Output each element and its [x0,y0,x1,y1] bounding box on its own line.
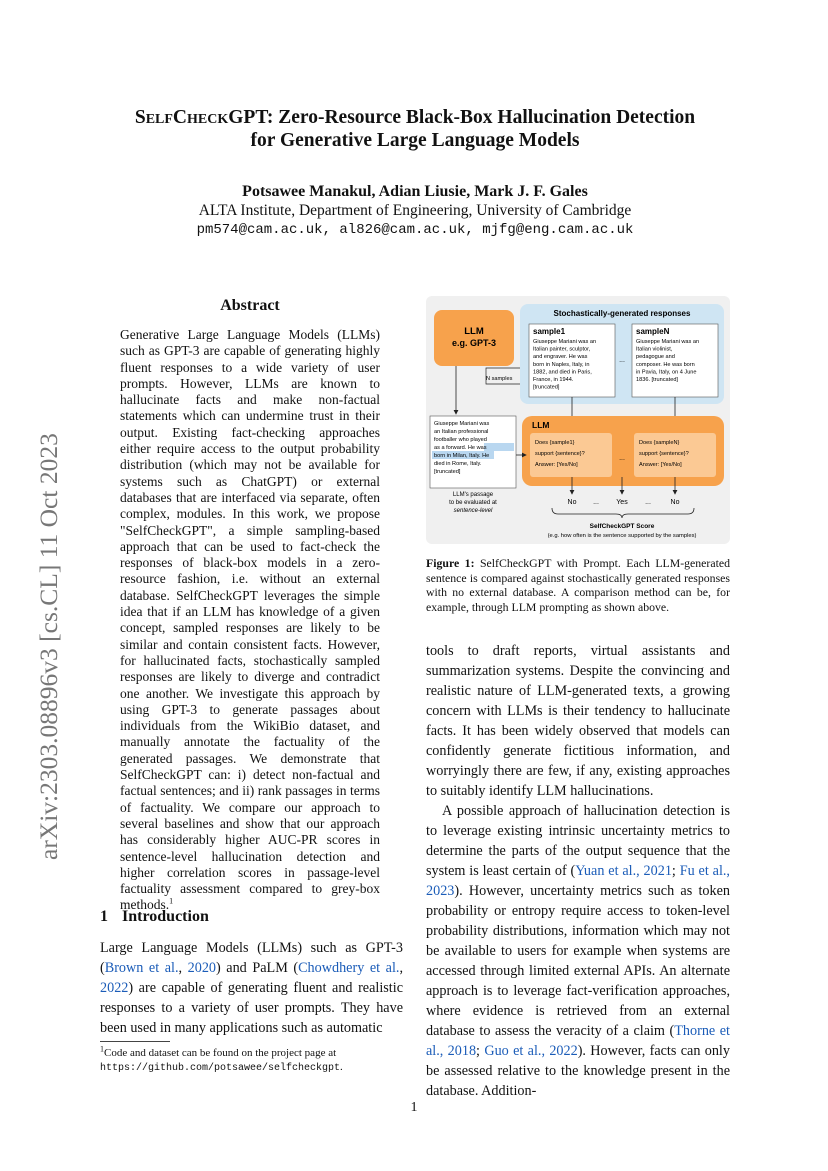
right-column-body [426,641,730,1101]
s1text-line: and engraver. He was [533,354,588,361]
para2-text: ). However, uncertainty metrics such as token probability or entropy require access to token-level probability distributions, information which may not be available to users for example when systems are accessed through limited external APIs. An alternate approach is to leverage fact-verification approaches, where evidence is retrieved from an external database to assess the veracity of a claim ( [426,883,730,1039]
affiliation: ALTA Institute, Department of Engineering, University of Cambridge [198,202,632,219]
score-subtitle: (e.g. how often is the sentence supported by the samples) [547,533,697,539]
para2-text: ). However, facts can only be assessed relative to the knowledge present in the database. Addition- [426,1043,730,1099]
qNtext-line: Does {sampleN} [639,440,680,446]
s1text-line: [truncated] [533,384,560,391]
answer-label: No [567,499,577,506]
caption-text: SelfCheckGPT with Prompt. Each LLM-generated sentence is compared against stochastically generated responses with no external database. A comparison method can be, for example, through LLM prompting as shown above. [426,556,730,614]
footnote-mark: 1 [169,896,174,906]
passagetext-line: died in Rome, Italy. [434,461,482,467]
sample1-title: sample1 [533,327,566,336]
paragraph-1: tools to draft reports, virtual assistants and summarization systems. Despite the convincing and realistic nature of LLM-generated texts, a growing concern with LLMs is their tendency to hallucinate facts. It has been widely observed that models can confidently generate fictitious information, and worryingly there are few, if any, existing approaches to suitably identify LLM hallucinations. [426,643,730,799]
citation-link[interactable]: Guo et al., 2022 [484,1043,578,1059]
section-title: Introduction [122,908,209,925]
title-line2: for Generative Large Language Models [250,130,580,151]
arxiv-stamp [34,390,74,860]
n-samples-label: N samples [486,376,513,382]
passagetext-line: [truncated] [434,469,461,475]
footnote-mark: 1 [100,1044,104,1054]
footnote-text: Code and dataset can be found on the project page at [104,1047,337,1059]
passagetext-line: as a forward. He was [434,445,487,451]
title-line1: GPT: Zero-Resource Black-Box Hallucination Detection [228,107,696,128]
footnote-url-link[interactable]: https://github.com/potsawee/selfcheckgpt [100,1063,341,1074]
arxiv-stamp-text: arXiv:2303.08896v3 [cs.CL] 11 Oct 2023 [34,433,63,860]
qNtext-line: Answer: [Yes/No] [639,462,682,468]
paragraph-2 [426,801,730,1101]
abstract-body [120,327,380,914]
citation-link[interactable]: Chowdhery et al. [298,960,400,976]
answer-label: ... [645,499,651,506]
footnote-rule [100,1041,170,1042]
sNtext-line: in Pavia, Italy, on 4 June [636,369,697,376]
caption-label: Figure 1: [426,556,475,570]
sNtext-line: pedagogue and [636,354,675,361]
passage-caption [449,492,497,514]
intro-text: , [399,960,403,976]
para2-text: ; [671,863,680,879]
citation-link[interactable]: Yuan et al., 2021 [575,863,672,879]
sNtext-line: 1836. [truncated] [636,377,678,383]
llm-box-subtitle: e.g. GPT-3 [451,338,497,348]
citation-link[interactable]: Fu et al., 2023 [426,863,730,899]
passagecap-line: to be evaluated at [449,500,497,506]
citation-link[interactable]: 2022 [100,980,129,996]
sampleN-title: sampleN [636,327,670,336]
answer-label: ... [593,499,599,506]
qNtext-line: support {sentence}? [639,451,689,457]
s1text-line: born in Naples, Italy, in [533,361,590,368]
passagetext-line: born in Milan, Italy. He [434,453,490,459]
llm-box-title: LLM [464,326,484,337]
figure-1 [426,296,730,544]
intro-text: ) and PaLM ( [216,960,299,976]
footnote [100,1046,410,1076]
s1text-line: France, in 1944. [533,377,574,383]
sNtext-line: Italian violinist, [636,346,673,353]
section-heading-introduction [100,908,209,926]
s1text-line: Italian painter, sculptor, [533,346,591,353]
citation-link[interactable]: 2020 [187,960,216,976]
intro-text: ) are capable of generating fluent and realistic responses to a variety of user prompts. They have been used in many applications such as automatic [100,980,403,1036]
sNtext-line: Giuseppe Mariani was an [636,339,700,345]
responses-title: Stochastically-generated responses [553,309,691,318]
questions-ellipsis: ... [619,455,625,462]
answer-label: No [670,499,680,506]
citation-link[interactable]: Brown et al. [104,960,179,976]
q1text-line: Answer: [Yes/No] [535,462,578,468]
s1text-line: 1882, and died in Paris, [533,369,592,376]
score-title: SelfCheckGPT Score [589,523,655,530]
s1text-line: Giuseppe Mariani was an [533,339,597,345]
figure-1-diagram [426,296,730,544]
intro-text: , [178,960,188,976]
paper-title [90,106,740,152]
footnote-end: . [340,1061,343,1073]
section-number: 1 [100,908,108,925]
para2-text: A possible approach of hallucination detection is to leverage existing intrinsic uncertainty metrics to determine the parts of the output sequence that the system is least certain of ( [426,803,730,879]
sNtext-line: composer. He was born [636,361,695,368]
emails: pm574@cam.ac.uk, al826@cam.ac.uk, mjfg@eng.cam.ac.uk [196,222,634,238]
passagetext-line: Giuseppe Mariani was [434,421,490,427]
page-number: 1 [410,1100,418,1115]
llm-compare-title: LLM [532,420,550,430]
passagecap-line: sentence-level [453,508,493,514]
answer-label: Yes [616,499,628,506]
passagetext-line: an Italian professional [434,429,489,435]
citation-link[interactable]: Thorne et al., 2018 [426,1023,730,1059]
figure-caption [426,556,730,614]
abstract-text: Generative Large Language Models (LLMs) such as GPT-3 are capable of generating highly fluent responses to a wide variety of user prompts. However, LLMs are known to hallucinate facts and make non-factual statements which can undermine trust in their output. Existing fact-checking approaches either require access to the output probability distribution (which may not be available for systems such as ChatGPT) or external databases that are interfaced via separate, often complex, modules. In this work, we propose "SelfCheckGPT", a simple sampling-based approach that can be used to fact-check the responses of black-box models in a zero-resource fashion, i.e. without an external database. SelfCheckGPT leverages the simple idea that if an LLM has knowledge of a given concept, sampled responses are likely to be similar and contain consistent facts. However, for hallucinated facts, stochastically sampled responses are likely to diverge and contradict one another. We investigate this approach by using GPT-3 to generate passages about individuals from the WikiBio dataset, and manually annotate the factuality of the generated passages. We demonstrate that SelfCheckGPT can: i) detect non-factual and factual sentences; and ii) rank passages in terms of factuality. We compare our approach to several baselines and show that our approach has considerably higher AUC-PR scores in sentence-level hallucination detection and higher correlation scores in passage-level factuality assessment compared to grey-box methods. [120,327,380,913]
highlight-1 [484,443,514,451]
intro-paragraph [100,938,403,1038]
passagecap-line: LLM's passage [452,492,494,498]
passage-text [434,421,490,475]
para2-text: ; [476,1043,485,1059]
abstract-heading: Abstract [220,297,280,314]
passagetext-line: footballer who played [434,437,487,443]
q1text-line: Does {sample1} [535,440,575,446]
title-smallcaps: SelfCheck [134,107,229,128]
authors: Potsawee Manakul, Adian Liusie, Mark J. F. Gales [242,183,588,200]
q1text-line: support {sentence}? [535,451,585,457]
intro-text: Large Language Models (LLMs) such as GPT-3 ( [100,940,403,976]
samples-ellipsis: ... [619,357,625,364]
